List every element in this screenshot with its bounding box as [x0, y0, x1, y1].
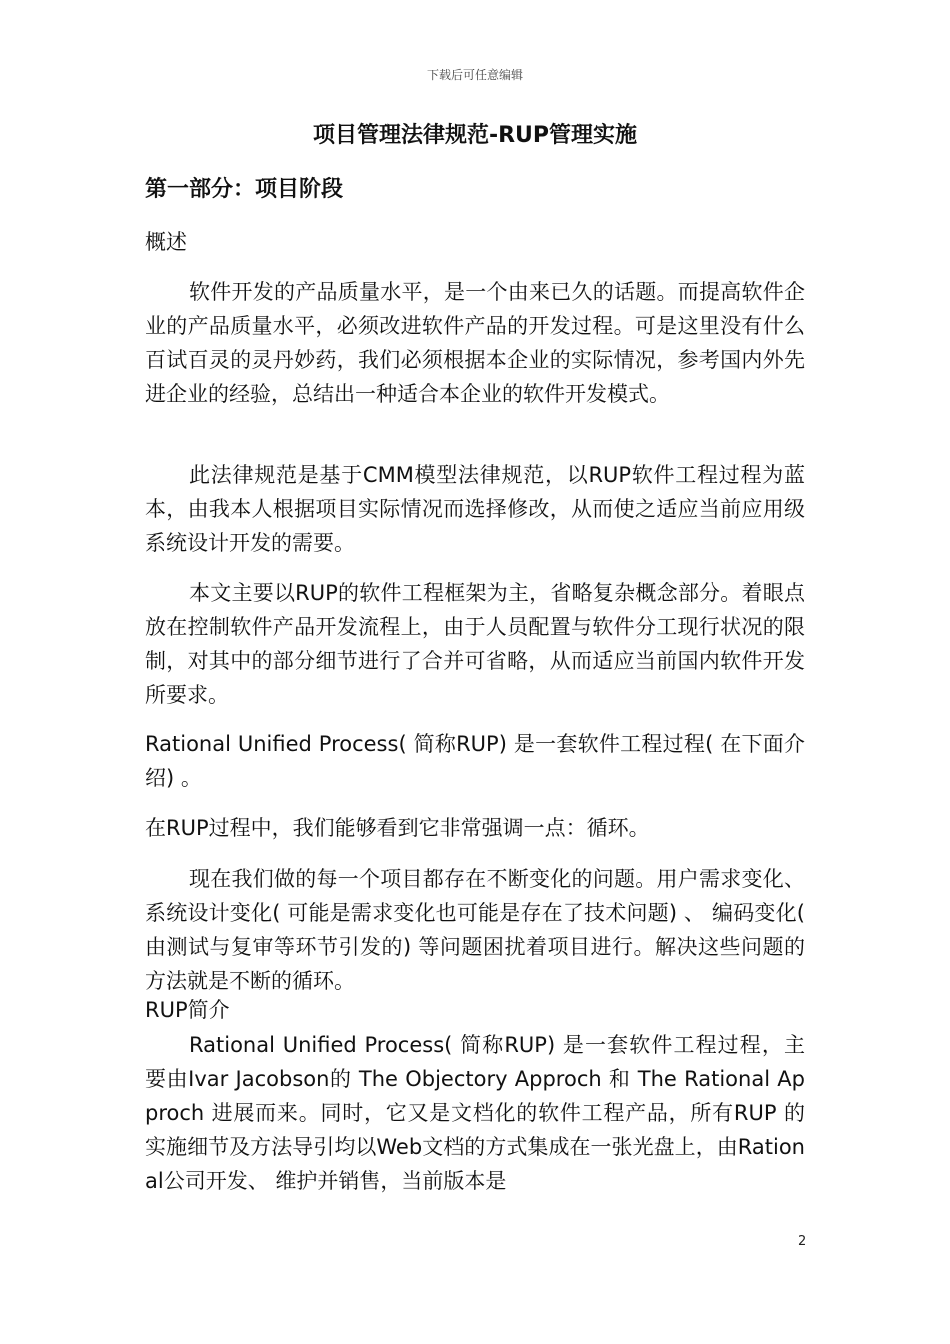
paragraph: 本文主要以RUP的软件工程框架为主，省略复杂概念部分。着眼点放在控制软件产品开发流程上，由于人员配置与软件分工现行状况的限制，对其中的部分细节进行了合并可省略，从而适应当前国内软件开发所要求。 [145, 581, 805, 707]
page-header: 下载后可任意编辑 [426, 68, 523, 82]
paragraph: 软件开发的产品质量水平，是一个由来已久的话题。而提高软件企业的产品质量水平，必须改进软件产品的开发过程。可是这里没有什么百试百灵的灵丹妙药，我们必须根据本企业的实际情况，参考国内外先进企业的经验，总结出一种适合本企业的软件开发模式。 [145, 280, 805, 406]
section-heading: 第一部分：项目阶段 [145, 177, 344, 202]
subsection-label: RUP简介 [145, 998, 230, 1022]
paragraph: Rational Unified Process( 简称RUP) 是一套软件工程过程，主要由Ivar Jacobson的 The Objectory Approch 和 The Rational Approch 进展而来。同时，它又是文档化的软件工程产品，所有RUP 的实施细节及方法导引均以Web文档的方式集成在一张光盘上，由Rational公司开发、 维护并销售，当前版本是 [145, 1033, 805, 1193]
overview-label: 概述 [145, 230, 187, 254]
paragraph: 现在我们做的每一个项目都存在不断变化的问题。用户需求变化、 系统设计变化( 可能是需求变化也可能是存在了技术问题) 、 编码变化( 由测试与复审等环节引发的) 等问题困扰着项目进行。解决这些问题的方法就是不断的循环。 [145, 867, 805, 993]
paragraph: Rational Unified Process( 简称RUP) 是一套软件工程过程( 在下面介绍) 。 [145, 732, 805, 790]
document-title: 项目管理法律规范-RUP管理实施 [312, 123, 638, 148]
paragraph: 此法律规范是基于CMM模型法律规范，以RUP软件工程过程为蓝本，由我本人根据项目实际情况而选择修改，从而使之适应当前应用级系统设计开发的需要。 [145, 463, 805, 555]
page-number: 2 [798, 1234, 807, 1249]
paragraph: 在RUP过程中，我们能够看到它非常强调一点：循环。 [145, 816, 650, 840]
